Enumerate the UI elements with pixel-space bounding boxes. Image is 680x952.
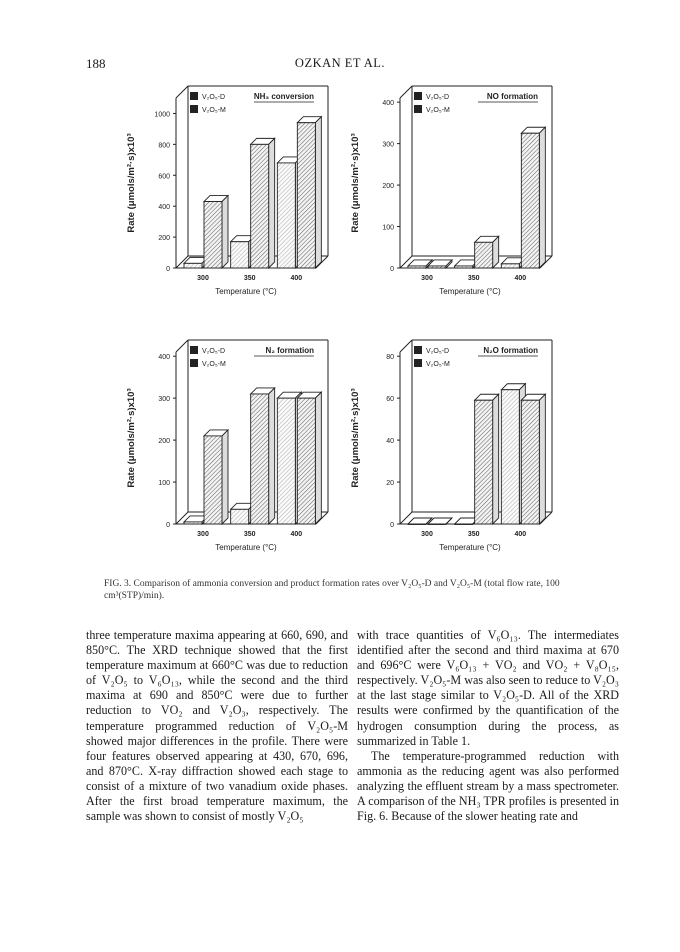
bar-V₂O₅-D-350 xyxy=(231,242,249,268)
y-tick-label: 300 xyxy=(382,141,394,149)
y-axis-label: Rate (μmols/m²·s)x10³ xyxy=(126,133,137,233)
bar-V₂O₅-M-400 xyxy=(521,133,539,268)
x-tick-label: 300 xyxy=(197,531,209,538)
y-tick-label: 80 xyxy=(386,354,394,362)
bar-side xyxy=(315,392,321,524)
bar-V₂O₅-M-350 xyxy=(475,400,493,524)
legend-label-d: V₂O₅-D xyxy=(426,348,450,355)
bar-side xyxy=(539,394,545,524)
chart-panel-2 xyxy=(350,86,552,296)
top-edge-left xyxy=(400,86,412,98)
right-paragraph-1: with trace quantities of V₆O₁₃. The intermediates identified after the second and third maxima at 670 and 696°C were V₆O₁₃ + VO₂ and VO₂ + V₈O₁₅, respectively. V₂O₅-M was also seen to reduce to V₂O₃ at the last stage similar to V₂O₅-D. All of the XRD results were confirmed by the quantification of the hydrogen consumption during the process, as summarized in Table 1. xyxy=(357,628,619,748)
chart-title: N₂ formation xyxy=(265,346,314,355)
figure-3 xyxy=(110,80,590,580)
y-tick-label: 400 xyxy=(382,100,394,108)
legend-label-m: V₂O₅-M xyxy=(202,107,226,114)
y-tick-label: 0 xyxy=(390,266,394,273)
right-paragraph-2: The temperature-programmed reduction with ammonia as the reducing agent was also performed analyzing the effluent stream by a mass spectrometer. A comparison of the NH₃ TPR profiles is presented in Fig. 6. Because of the slower heating rate and xyxy=(357,748,619,824)
bar-V₂O₅-D-300 xyxy=(184,522,202,524)
bar-side xyxy=(539,127,545,268)
bar-V₂O₅-M-400 xyxy=(297,398,315,524)
bar-V₂O₅-D-400 xyxy=(501,264,519,268)
legend-label-m: V₂O₅-M xyxy=(202,361,226,368)
figure-caption: FIG. 3. Comparison of ammonia conversion and product formation rates over V₂O₅-D and V₂O₅-M (total flow rate, 100 cm³(STP)/min). xyxy=(104,579,560,601)
x-tick-label: 350 xyxy=(243,275,256,282)
bar-V₂O₅-M-400 xyxy=(521,400,539,524)
figure-charts xyxy=(110,80,590,580)
bar-V₂O₅-D-300 xyxy=(408,524,426,525)
y-tick-label: 800 xyxy=(158,142,170,150)
legend-label-d: V₂O₅-D xyxy=(202,94,226,101)
chart-panel-1 xyxy=(126,86,328,296)
legend-swatch-m xyxy=(414,105,422,113)
y-tick-label: 0 xyxy=(166,522,170,529)
legend-label-d: V₂O₅-D xyxy=(202,348,226,355)
legend-swatch-d xyxy=(190,346,198,354)
legend-swatch-m xyxy=(414,359,422,367)
bar-V₂O₅-M-300 xyxy=(204,202,222,268)
y-tick-label: 100 xyxy=(158,480,170,488)
y-axis-label: Rate (μmols/m²·s)x10³ xyxy=(350,133,361,233)
legend-label-m: V₂O₅-M xyxy=(426,107,450,114)
y-tick-label: 1000 xyxy=(154,111,170,119)
page-header xyxy=(0,56,680,76)
legend-label-m: V₂O₅-M xyxy=(426,361,450,368)
y-tick-label: 40 xyxy=(386,438,394,446)
bar-side xyxy=(493,394,499,524)
body-right-column xyxy=(357,628,619,824)
y-tick-label: 0 xyxy=(390,522,394,529)
y-tick-label: 200 xyxy=(158,235,170,243)
top-edge-left xyxy=(176,340,188,352)
bar-side xyxy=(222,430,228,524)
y-tick-label: 400 xyxy=(158,354,170,362)
y-axis-label: Rate (μmols/m²·s)x10³ xyxy=(350,388,361,488)
bar-V₂O₅-D-300 xyxy=(408,266,426,268)
bar-V₂O₅-M-350 xyxy=(251,144,269,268)
y-tick-label: 60 xyxy=(386,396,394,404)
y-tick-label: 20 xyxy=(386,480,394,488)
x-axis-label: Temperature (°C) xyxy=(439,287,501,296)
bar-side xyxy=(222,196,228,268)
chart-title: N₂O formation xyxy=(483,346,538,355)
x-tick-label: 350 xyxy=(243,531,256,538)
bar-V₂O₅-D-400 xyxy=(277,163,295,268)
y-tick-label: 0 xyxy=(166,266,170,273)
legend-swatch-m xyxy=(190,105,198,113)
x-axis-label: Temperature (°C) xyxy=(439,543,501,552)
legend-swatch-d xyxy=(414,92,422,100)
legend-swatch-m xyxy=(190,359,198,367)
x-tick-label: 400 xyxy=(514,531,527,538)
legend-swatch-d xyxy=(414,346,422,354)
x-tick-label: 350 xyxy=(467,531,480,538)
x-tick-label: 300 xyxy=(421,275,433,282)
bar-V₂O₅-D-400 xyxy=(501,390,519,524)
bar-V₂O₅-D-350 xyxy=(455,524,473,525)
x-axis-label: Temperature (°C) xyxy=(215,287,277,296)
top-edge-left xyxy=(400,340,412,352)
bar-V₂O₅-M-350 xyxy=(251,394,269,524)
legend-label-d: V₂O₅-D xyxy=(426,94,450,101)
bar-side xyxy=(269,388,275,524)
y-tick-label: 200 xyxy=(158,438,170,446)
x-tick-label: 400 xyxy=(290,275,303,282)
y-tick-label: 200 xyxy=(382,183,394,191)
x-tick-label: 350 xyxy=(467,275,480,282)
x-tick-label: 400 xyxy=(514,275,527,282)
bar-V₂O₅-M-400 xyxy=(297,123,315,268)
bar-V₂O₅-M-300 xyxy=(204,436,222,524)
bar-side xyxy=(269,138,275,268)
chart-title: NH₃ conversion xyxy=(253,92,314,101)
y-tick-label: 100 xyxy=(382,224,394,232)
y-tick-label: 300 xyxy=(158,396,170,404)
x-tick-label: 300 xyxy=(197,275,209,282)
top-edge-left xyxy=(176,86,188,98)
legend-swatch-d xyxy=(190,92,198,100)
running-head: OZKAN ET AL. xyxy=(294,56,386,70)
y-axis-label: Rate (μmols/m²·s)x10³ xyxy=(126,388,137,488)
bar-V₂O₅-M-300 xyxy=(428,524,446,525)
x-tick-label: 400 xyxy=(290,531,303,538)
left-paragraph: three temperature maxima appearing at 660, 690, and 850°C. The XRD technique showed that the first temperature maximum at 660°C was due to reduction of V₂O₅ to V₆O₁₃, while the second and the third maxima at 690 and 850°C were due to further reduction to VO₂ and V₂O₃, respectively. The temperature programmed reduction of V₂O₅-M showed major differences in the profile. There were four features observed appearing at 430, 670, 696, and 870°C. X-ray diffraction showed each stage to consist of a mixture of two vanadium oxide phases. After the first broad temperature maximum, the sample was shown to consist of mostly V₂O₅ xyxy=(86,628,348,824)
bar-V₂O₅-D-350 xyxy=(231,509,249,524)
bar-side xyxy=(315,117,321,268)
x-tick-label: 300 xyxy=(421,531,433,538)
chart-panel-4 xyxy=(350,340,552,552)
bar-V₂O₅-M-300 xyxy=(428,266,446,268)
page-number: 188 xyxy=(86,56,106,71)
bar-V₂O₅-D-400 xyxy=(277,398,295,524)
chart-title: NO formation xyxy=(486,92,538,101)
bar-side xyxy=(493,236,499,268)
y-tick-label: 600 xyxy=(158,173,170,181)
body-left-column xyxy=(86,628,348,824)
bar-V₂O₅-D-350 xyxy=(455,266,473,268)
bar-V₂O₅-M-350 xyxy=(475,242,493,268)
x-axis-label: Temperature (°C) xyxy=(215,543,277,552)
bar-V₂O₅-D-300 xyxy=(184,263,202,268)
y-tick-label: 400 xyxy=(158,204,170,212)
chart-panel-3 xyxy=(126,340,328,552)
